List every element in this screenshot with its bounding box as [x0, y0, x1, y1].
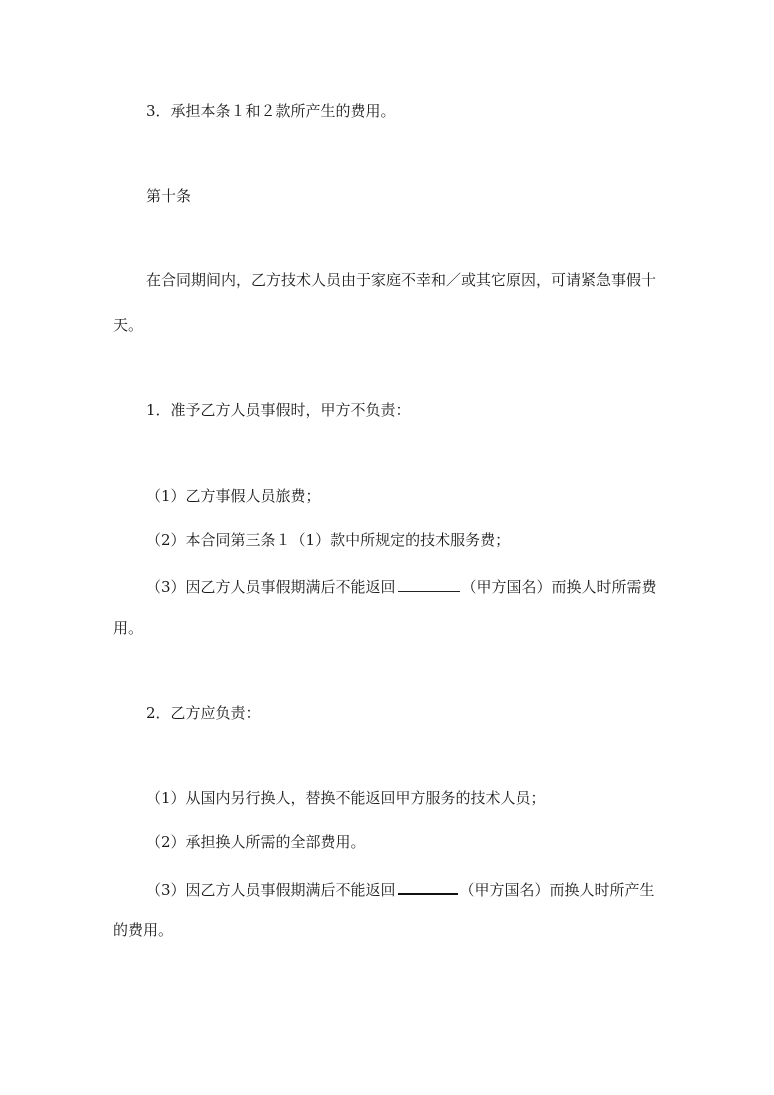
item2-sub3-line2: 的费用。	[113, 921, 174, 939]
clause-costs-item: 3．承担本条１和２款所产生的费用。	[146, 102, 396, 120]
item2-sub3-after: （甲方国名）而换人时所产生	[459, 881, 655, 899]
item2-heading: 2．乙方应负责：	[146, 704, 261, 722]
article-intro-line1: 在合同期间内，乙方技术人员由于家庭不幸和／或其它原因，可请紧急事假十	[146, 271, 657, 289]
item1-sub3	[146, 577, 657, 595]
article-intro-line2: 天。	[113, 316, 144, 334]
item1-sub3-line2: 用。	[113, 619, 144, 637]
item1-sub1: （1）乙方事假人员旅费；	[146, 487, 321, 505]
item2-sub2: （2）承担换人所需的全部费用。	[146, 833, 366, 851]
fill-in-blank	[398, 879, 458, 895]
article-heading: 第十条	[146, 187, 192, 205]
item2-sub1: （1）从国内另行换人，替换不能返回甲方服务的技术人员；	[146, 789, 546, 807]
item2-sub3	[146, 879, 655, 898]
fill-in-blank	[398, 577, 460, 592]
item2-sub3-before: （3）因乙方人员事假期满后不能返回	[146, 881, 396, 899]
item1-heading: 1．准予乙方人员事假时，甲方不负责：	[146, 401, 411, 419]
item1-sub3-after: （甲方国名）而换人时所需费	[461, 578, 657, 596]
item1-sub3-before: （3）因乙方人员事假期满后不能返回	[146, 578, 396, 596]
item1-sub2: （2）本合同第三条１（1）款中所规定的技术服务费；	[146, 531, 511, 549]
